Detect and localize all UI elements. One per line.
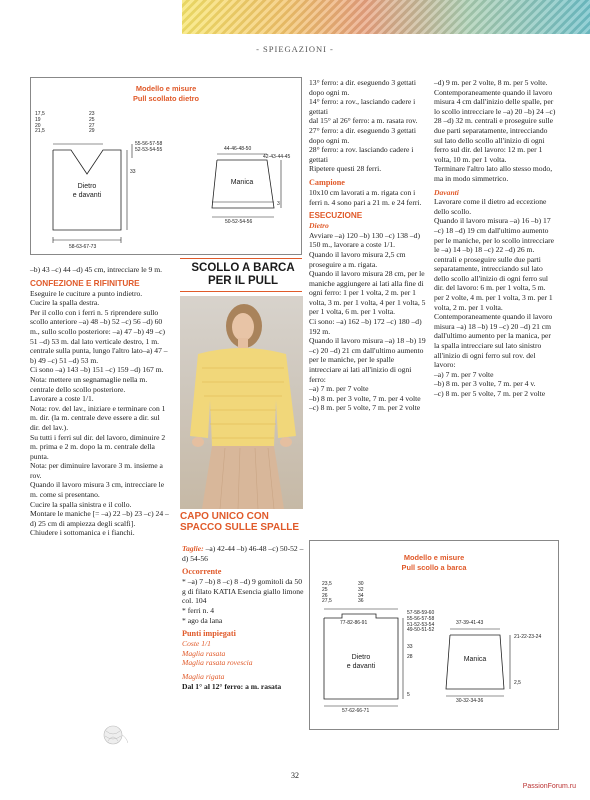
width-label: 20 xyxy=(35,122,41,129)
sizes-values: –a) 42-44 –b) 46-48 –c) 50-52 –d) 54-56 xyxy=(182,544,304,563)
rib-heading: Maglia rigata xyxy=(182,671,225,681)
col1-heading: CONFEZIONE E RIFINITURE xyxy=(30,278,140,288)
col4-line: Terminare l'altro lato allo stesso modo, ma in modo simmetrico. xyxy=(434,164,553,183)
front-line: –c) 8 m. per 5 volte, 7 m. per 2 volte xyxy=(434,389,546,398)
bottom-right-widths xyxy=(358,582,374,605)
stitch-item: Maglia rasata xyxy=(182,648,226,658)
col3-line: 14° ferro: a rov., lasciando cadere i gettati xyxy=(309,97,416,116)
col1-intro: –b) 43 –c) 44 –d) 45 cm, intrecciare le 9 m. xyxy=(30,265,163,274)
front-heading: Davanti xyxy=(434,187,459,197)
front-line: –a) 7 m. per 7 volte xyxy=(434,369,494,379)
col3-line: 27° ferro: a dir. eseguendo 3 gettati dopo ogni m. xyxy=(309,125,416,145)
bottom-sleeve-side: 21-22-23-24 xyxy=(514,634,542,640)
top-diagram-box xyxy=(30,77,302,255)
col3-line: 28° ferro: a rov. lasciando cadere i gettati xyxy=(309,145,414,164)
section-header: - SPIEGAZIONI - xyxy=(256,44,334,54)
col4-line: –d) 9 m. per 2 volte, 8 m. per 5 volte. xyxy=(434,78,548,87)
back-line: Quando il lavoro misura 2,5 cm proseguire a m. rigata. xyxy=(309,249,406,269)
col1-line: Cucire la spalla sinistra e il collo. xyxy=(30,499,132,509)
col1-line: Montare le maniche [= –a) 22 –b) 23 –c) 24 –d) 25 cm di ampiezza degli scalfi]. xyxy=(30,509,169,528)
bottom-bottom-width: 57-62-66-71 xyxy=(342,708,370,714)
col1-line: Per il collo con i ferri n. 5 riprendere sullo scollo anteriore –a) 48 –b) 52 –c) 56 –d) 60 m., sullo scollo posteriore: –a) 47 –b) 49 –c) 51 –d) 53 m. dal lato verticale destro, 1 m. centrale sulla punta, lungo l'altro lato–a) 47 –b) 49 –c) 51 –d) 53 m. xyxy=(30,307,168,365)
sample-text: 10x10 cm lavorati a m. rigata con i ferri n. 4 sono pari a 21 m. e 24 ferri. xyxy=(309,187,422,207)
material-item: * ago da lana xyxy=(182,615,223,625)
sleeve-side: 42-43-44-45 xyxy=(263,154,291,160)
col1-line: Nota: mettere un segnamaglie nella m. centrale dello scollo posteriore. xyxy=(30,374,148,394)
side-label: 57-58-59-60 xyxy=(407,610,435,616)
back-line: –c) 8 m. per 5 volte, 7 m. per 2 volte xyxy=(309,403,421,413)
width-label: 32 xyxy=(358,586,364,593)
col1-line: Ci sono –a) 143 –b) 151 –c) 159 –d) 167 m. xyxy=(30,365,164,375)
width-label: 23,5 xyxy=(322,581,332,587)
top-height: 33 xyxy=(130,169,136,175)
sizes xyxy=(182,544,304,563)
neck-label: 52-53-54-55 xyxy=(135,146,163,153)
bottom-side-b: 33 xyxy=(407,644,413,650)
col3-line: Ripetere questi 28 ferri. xyxy=(309,164,382,174)
model-photo-illustration xyxy=(180,296,303,509)
width-label: 30 xyxy=(358,581,364,587)
neck-label: 55-56-57-58 xyxy=(135,141,163,147)
top-right-widths xyxy=(89,112,107,135)
width-label: 27,5 xyxy=(322,598,332,605)
stitches-heading: Punti impiegati xyxy=(182,629,236,639)
top-diagram-subtitle: Pull scollato dietro xyxy=(132,94,200,103)
bottom-diagram-title: Modello e misure xyxy=(403,553,465,562)
bottom-sleeve-bottom: 30-32-34-36 xyxy=(456,698,484,704)
back-line: –b) 8 m. per 3 volte, 7 m. per 4 volte xyxy=(309,393,421,403)
width-label: 27 xyxy=(89,122,95,129)
column-1 xyxy=(30,265,170,538)
width-label: 19 xyxy=(35,116,41,123)
model-title: SCOLLO A BARCA PER IL PULL xyxy=(191,262,295,287)
title-rule-bottom xyxy=(180,291,302,292)
width-label: 29 xyxy=(89,128,95,135)
body-label-line: Dietro xyxy=(77,183,97,190)
width-label: 34 xyxy=(358,592,364,599)
exec-heading: ESECUZIONE xyxy=(309,211,363,221)
col4-line: Contemporaneamente quando il lavoro misura 4 cm dall'inizio delle spalle, per lo scollo intrecciare le –a) 20 –b) 24 –c) 28 –d) 32 m. centrali e proseguire sulle due parti separatamente, intrecciando sul lato dello scollo all'inizio di ogni ferro sul dir. del lavoro: 12 m. per 1 volta, 10 m. per 1 volta. xyxy=(434,87,556,164)
front-line: Contemporaneamente quando il lavoro misura –a) 18 –b) 19 –c) 20 –d) 21 cm dall'ultimo aumento per la manica, per la spalla intrecciare sul lato sinistro all'inizio di ogni ferro sul rov. del lavoro: xyxy=(434,312,553,370)
sleeve-cuff: 3 xyxy=(277,201,280,207)
width-label: 23 xyxy=(89,111,95,117)
back-line: Avviare –a) 120 –b) 130 –c) 138 –d) 150 m., lavorare a coste 1/1. xyxy=(309,230,420,250)
back-line: Ci sono: –a) 162 –b) 172 –c) 180 –d) 192 m. xyxy=(309,317,422,336)
width-label: 17,5 xyxy=(35,111,45,117)
back-heading: Dietro xyxy=(309,221,329,231)
stitch-item: Maglia rasata rovescia xyxy=(182,658,253,668)
model-photo xyxy=(180,296,303,509)
rib-line: Dal 1° al 12° ferro: a m. rasata xyxy=(182,681,282,691)
back-line: Quando il lavoro misura –a) 18 –b) 19 –c) 20 –d) 21 cm dall'ultimo aumento per le maniche, per le spalle intrecciare ai lati all'inizio di ogni ferro: xyxy=(309,336,426,384)
column-3 xyxy=(309,78,428,413)
top-diagram-title: Modello e misure xyxy=(135,84,197,93)
width-label: 21,5 xyxy=(35,128,45,135)
material-item: * –a) 7 –b) 8 –c) 8 –d) 9 gomitoli da 50 g di filato KATIA Esencia giallo limone col. 104 xyxy=(182,577,304,606)
width-label: 25 xyxy=(89,116,95,123)
page-number: 32 xyxy=(291,771,299,780)
yarn-banner xyxy=(182,0,590,34)
col1-line: Lavorare a coste 1/1. xyxy=(30,394,94,404)
side-label: 51-52-53-54 xyxy=(407,621,435,628)
material-item: * ferri n. 4 xyxy=(182,605,215,615)
yarn-ball-icon xyxy=(98,723,128,747)
width-label: 26 xyxy=(322,592,328,599)
col1-line: Quando il lavoro misura 3 cm, intrecciare le m. come si presentano. xyxy=(30,480,165,500)
back-line: –a) 7 m. per 7 volte xyxy=(309,384,369,394)
front-line: Lavorare come il dietro ad eccezione dello scollo. xyxy=(434,197,547,216)
column-4 xyxy=(434,78,556,399)
bottom-side-c: 28 xyxy=(407,654,413,660)
column-2 xyxy=(182,544,304,691)
col3-line: 13° ferro: a dir. eseguendo 3 gettati dopo ogni m. xyxy=(309,78,416,97)
body-label xyxy=(53,182,121,200)
col1-line: Su tutti i ferri sul dir. del lavoro, diminuire 2 m. prima e 2 m. dopo la m. centrale della punta. xyxy=(30,432,166,461)
materials-heading: Occorrente xyxy=(182,567,222,577)
sleeve-bottom: 50-52-54-56 xyxy=(225,219,253,225)
watermark: PassionForum.ru xyxy=(522,783,576,790)
body-label-line: Dietro xyxy=(351,654,371,661)
col1-line: Nota: per diminuire lavorare 3 m. insieme a rov. xyxy=(30,461,163,480)
bottom-diagram-subtitle: Pull scollo a barca xyxy=(401,563,467,572)
body-label-line: e davanti xyxy=(346,663,376,670)
model-subtitle: CAPO UNICO CON SPACCO SULLE SPALLE xyxy=(180,511,300,533)
col1-line: Chiudere i sottomanica e i fianchi. xyxy=(30,528,135,538)
top-schematic xyxy=(31,78,301,254)
bottom-left-widths xyxy=(322,582,340,605)
sleeve-top-width: 44-46-48-50 xyxy=(224,146,252,152)
sleeve-label: Manica xyxy=(230,179,254,186)
top-bottom-width: 58-63-67-73 xyxy=(69,244,97,250)
col1-line: Cucire la spalla destra. xyxy=(30,298,100,308)
top-left-widths xyxy=(35,112,57,135)
top-neck-side xyxy=(135,142,162,154)
stitch-item: Coste 1/1 xyxy=(182,639,211,649)
width-label: 25 xyxy=(322,586,328,593)
bottom-sleeve-label: Manica xyxy=(463,656,487,663)
bottom-sleeve-cuff: 2,5 xyxy=(514,680,521,686)
col3-line: dal 15° al 26° ferro: a m. rasata rov. xyxy=(309,116,418,126)
bottom-diagram-box xyxy=(309,540,559,730)
body-label-line: e davanti xyxy=(72,192,102,199)
col1-line: Nota: rov. del lav., iniziare e terminare con 1 m. dir. (la m. centrale deve essere a dir. sul dir. del lav.). xyxy=(30,403,166,432)
width-label: 36 xyxy=(358,598,364,605)
col1-line: Eseguire le cuciture a punto indietro. xyxy=(30,288,143,298)
front-line: Quando il lavoro misura –a) 16 –b) 17 –c) 18 –d) 19 cm dall'ultimo aumento per le maniche, per lo scollo intrecciare le –a) 14 –b) 18 –c) 22 –d) 26 m. centrali e proseguire sulle due parti separatamente, intrecciando sul lato dello scollo all'inizio di ogni ferro sul dir. del lavoro: 6 m. per 1 volta, 5 m. per 2 volte, 4 m. per 1 volta, 3 m. per 1 volta, 2 m. per 1 volta. xyxy=(434,216,554,312)
bottom-side-d: 5 xyxy=(407,692,410,698)
side-label: 55-56-57-58 xyxy=(407,615,435,622)
side-label: 49-50-51-52 xyxy=(407,627,435,634)
sizes-label: Taglie: xyxy=(182,544,204,553)
title-rule-top xyxy=(180,258,302,259)
bottom-body-label xyxy=(324,653,398,671)
bottom-side-a xyxy=(407,611,434,634)
sample-heading: Campione xyxy=(309,177,345,187)
front-line: –b) 8 m. per 3 volte, 7 m. per 4 v. xyxy=(434,379,536,389)
back-line: Quando il lavoro misura 28 cm, per le maniche aggiungere ai lati alla fine di ogni ferro: 1 per 1 volta, 2 m. per 1 volta, 3 m. per 1 volta, 4 per 1 volta, 5 per 1 volta, 6 m. per 1 volta. xyxy=(309,269,426,317)
bottom-top-width: 77-82-86-91 xyxy=(340,620,368,626)
bottom-sleeve-top: 37-39-41-43 xyxy=(456,620,484,626)
